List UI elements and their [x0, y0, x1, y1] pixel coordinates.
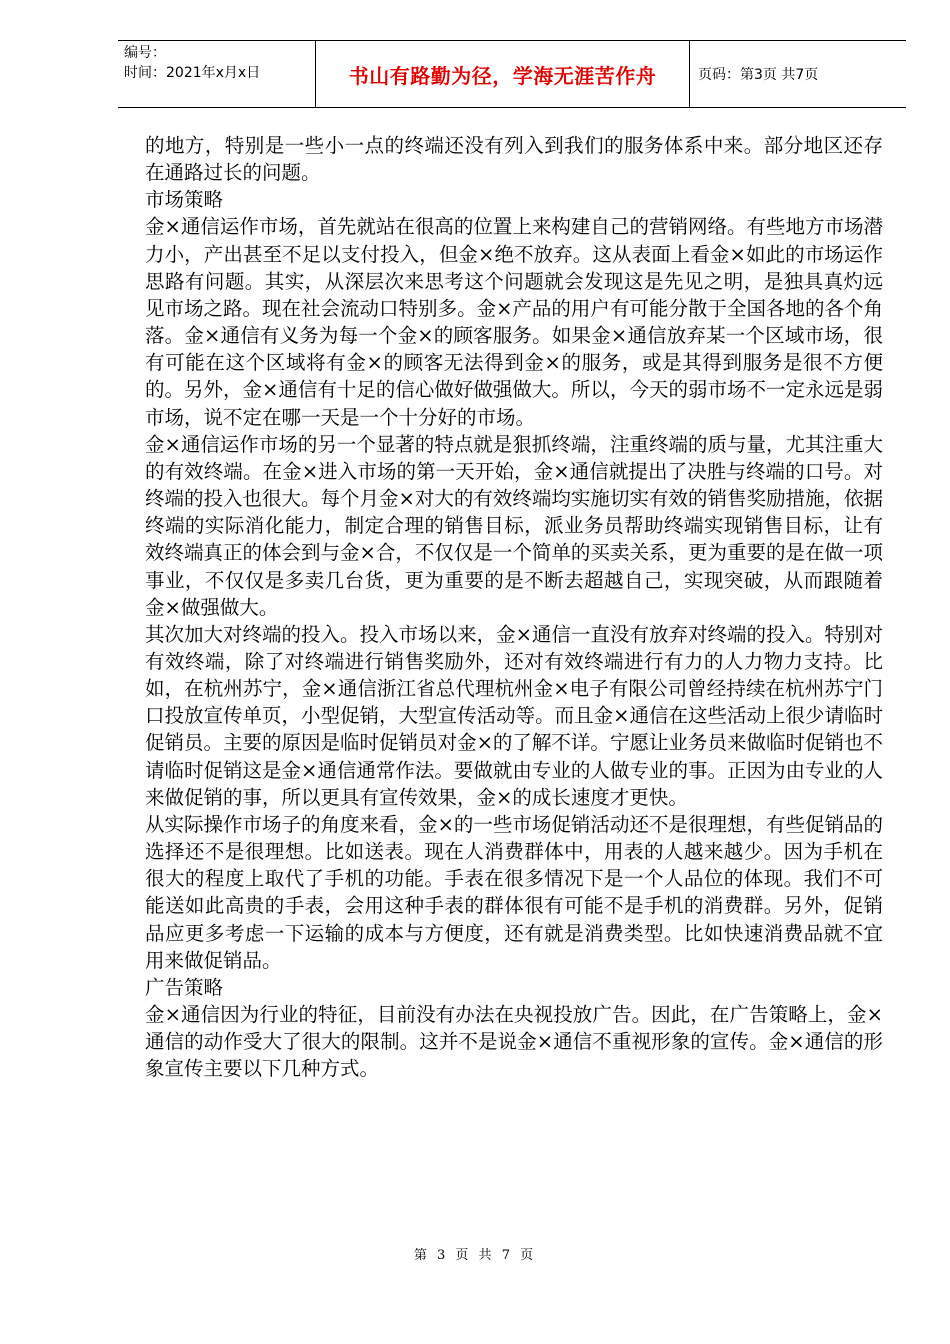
document-body [145, 132, 883, 1082]
page-header [118, 40, 906, 108]
header-meta-cell [118, 41, 316, 107]
paragraph: 金×通信因为行业的特征，目前没有办法在央视投放广告。因此，在广告策略上，金×通信的动作受大了很大的限制。这并不是说金×通信不重视形象的宣传。金×通信的形象宣传主要以下几种方式。 [145, 1003, 883, 1081]
paragraph: 从实际操作市场子的角度来看，金×的一些市场促销活动还不是很理想，有些促销品的选择还不是很理想。比如送表。现在人消费群体中，用表的人越来越少。因为手机在很大的程度上取代了手机的功能。手表在很多情况下是一个人品位的体现。我们不可能送如此高贵的手表，会用这种手表的群体很有可能不是手机的消费群。另外，促销品应更多考虑一下运输的成本与方便度，还有就是消费类型。比如快速消费品就不宜用来做促销品。 [145, 812, 883, 972]
paragraph: 金×通信运作市场，首先就站在很高的位置上来构建自己的营销网络。有些地方市场潜力小，产出甚至不足以支付投入，但金×绝不放弃。这从表面上看金×如此的市场运作思路有问题。其实，从深层次来思考这个问题就会发现这是先见之明，是独具真灼远见市场之路。现在社会流动口特别多。金×产品的用户有可能分散于全国各地的各个角落。金×通信有义务为每一个金×的顾客服务。如果金×通信放弃某一个区域市场，很有可能在这个区域将有金×的顾客无法得到金×的服务，或是其得到服务是很不方便的。另外，金×通信有十足的信心做好做强做大。所以，今天的弱市场不一定永远是弱市场，说不定在哪一天是一个十分好的市场。 [145, 215, 883, 429]
header-motto: 书山有路勤为径，学海无涯苦作舟 [316, 41, 690, 107]
paragraph: 其次加大对终端的投入。投入市场以来，金×通信一直没有放弃对终端的投入。特别对有效终端，除了对终端进行销售奖励外，还对有效终端进行有力的人力物力支持。比如，在杭州苏宁，金×通信浙江省总代理杭州金×电子有限公司曾经持续在杭州苏宁门口投放宣传单页，小型促销，大型宣传活动等。而且金×通信在这些活动上很少请临时促销员。主要的原因是临时促销员对金×的了解不详。宁愿让业务员来做临时促销也不请临时促销这是金×通信通常作法。要做就由专业的人做专业的事。正因为由专业的人来做促销的事，所以更具有宣传效果，金×的成长速度才更快。 [145, 622, 883, 809]
header-page-label: 页码：第3页 共7页 [698, 67, 819, 83]
document-time-label: 时间：2021年x月x日 [124, 65, 261, 81]
paragraph-continuation: 的地方，特别是一些小一点的终端还没有列入到我们的服务体系中来。部分地区还存在通路过长的问题。 [145, 134, 883, 185]
section-heading-market-strategy: 市场策略 [145, 188, 224, 212]
page-footer-number: 第 3 页 共 7 页 [413, 1248, 537, 1263]
document-number-label: 编号： [124, 45, 166, 61]
section-heading-ad-strategy: 广告策略 [145, 975, 224, 999]
paragraph: 金×通信运作市场的另一个显著的特点就是狠抓终端，注重终端的质与量，尤其注重大的有效终端。在金×进入市场的第一天开始，金×通信就提出了决胜与终端的口号。对终端的投入也很大。每个月金×对大的有效终端均实施切实有效的销售奖励措施，依据终端的实际消化能力，制定合理的销售目标，派业务员帮助终端实现销售目标，让有效终端真正的体会到与金×合，不仅仅是一个简单的买卖关系，更为重要的是在做一项事业，不仅仅是多卖几台货，更为重要的是不断去超越自己，实现突破，从而跟随着金×做强做大。 [145, 432, 883, 619]
